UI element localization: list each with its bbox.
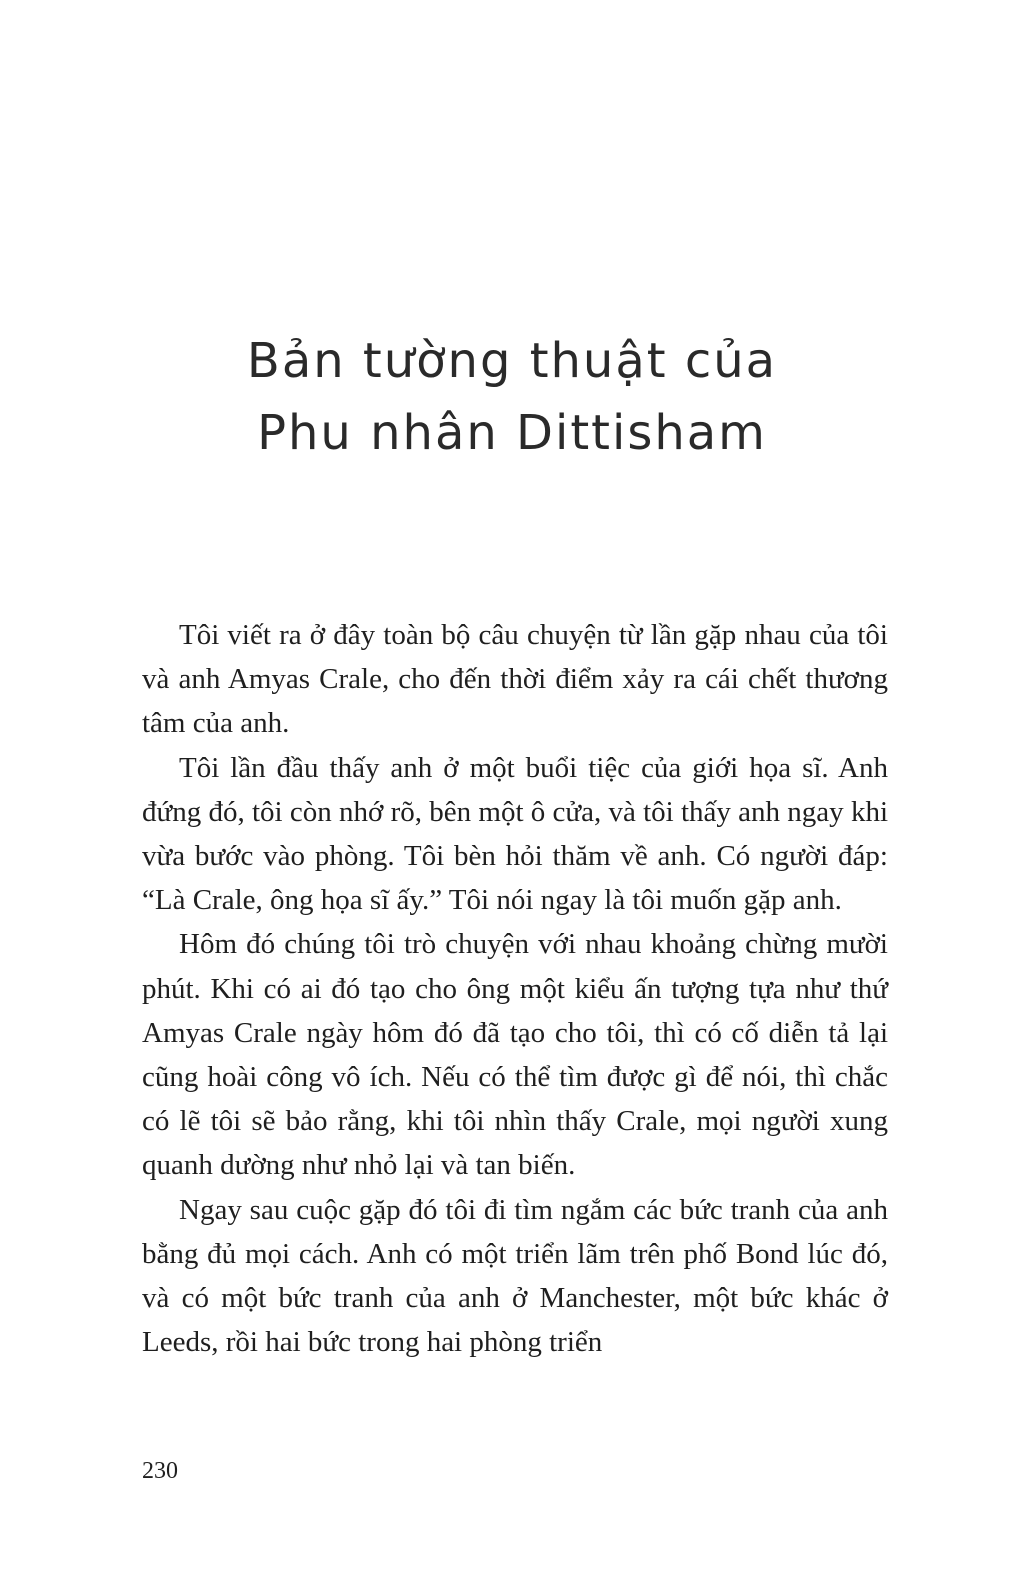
body-text bbox=[142, 613, 888, 1364]
paragraph: Hôm đó chúng tôi trò chuyện với nhau khoảng chừng mười phút. Khi có ai đó tạo cho ông một kiểu ấn tượng tựa như thứ Amyas Crale ngày hôm đó đã tạo cho tôi, thì có cố diễn tả lại cũng hoài công vô ích. Nếu có thể tìm được gì để nói, thì chắc có lẽ tôi sẽ bảo rằng, khi tôi nhìn thấy Crale, mọi người xung quanh dường như nhỏ lại và tan biến. bbox=[142, 928, 888, 1182]
paragraph: Tôi viết ra ở đây toàn bộ câu chuyện từ lần gặp nhau của tôi và anh Amyas Crale, cho đến thời điểm xảy ra cái chết thương tâm của anh. bbox=[142, 619, 888, 740]
chapter-title-line-2: Phu nhân Dittisham bbox=[257, 405, 767, 461]
page-number: 230 bbox=[142, 1458, 178, 1484]
chapter-title bbox=[0, 325, 1024, 469]
paragraph: Tôi lần đầu thấy anh ở một buổi tiệc của giới họa sĩ. Anh đứng đó, tôi còn nhớ rõ, bên một ô cửa, và tôi thấy anh ngay khi vừa bước vào phòng. Tôi bèn hỏi thăm về anh. Có người đáp: “Là Crale, ông họa sĩ ấy.” Tôi nói ngay là tôi muốn gặp anh. bbox=[142, 751, 888, 917]
chapter-title-line-1: Bản tường thuật của bbox=[246, 333, 778, 389]
paragraph: Ngay sau cuộc gặp đó tôi đi tìm ngắm các bức tranh của anh bằng đủ mọi cách. Anh có một triển lãm trên phố Bond lúc đó, và có một bức tranh của anh ở Manchester, một bức khác ở Leeds, rồi hai bức trong hai phòng triển bbox=[142, 1193, 888, 1359]
